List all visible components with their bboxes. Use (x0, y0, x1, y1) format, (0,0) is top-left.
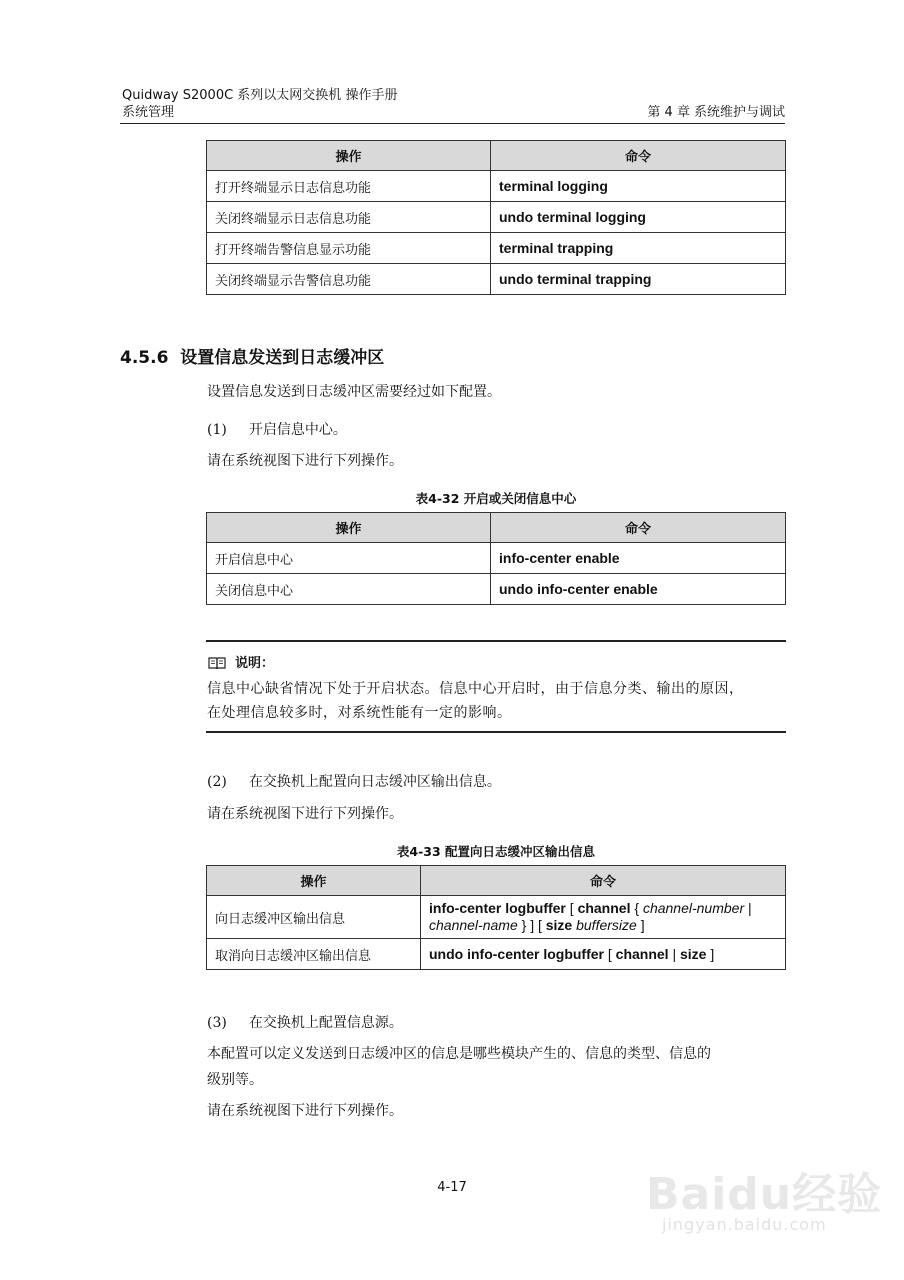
note-line-2: 在处理信息较多时，对系统性能有一定的影响。 (207, 705, 512, 721)
step-3-desc-line-1: 本配置可以定义发送到日志缓冲区的信息是哪些模块产生的、信息的类型、信息的 (207, 1046, 711, 1062)
command-cell: info-center enable (491, 543, 786, 574)
step-text: 在交换机上配置信息源。 (248, 1015, 403, 1031)
info-center-table (206, 512, 786, 605)
operation-cell: 关闭终端显示日志信息功能 (207, 202, 491, 233)
baidu-watermark: Baidu经验 (646, 1169, 883, 1220)
step-number: (3) (207, 1015, 227, 1031)
operation-cell: 向日志缓冲区输出信息 (207, 896, 421, 939)
col-header-command: 命令 (491, 513, 786, 543)
step-3-instruction: 请在系统视图下进行下列操作。 (207, 1103, 403, 1119)
col-header-operation: 操作 (207, 141, 491, 171)
operation-cell: 关闭终端显示告警信息功能 (207, 264, 491, 295)
section-heading (120, 343, 384, 368)
baidu-watermark-url: jingyan.baidu.com (662, 1215, 827, 1234)
step-text: 在交换机上配置向日志缓冲区输出信息。 (248, 774, 501, 790)
chapter-label: 第 4 章 系统维护与调试 (647, 105, 785, 120)
section-label: 系统管理 (122, 105, 175, 120)
col-header-command: 命令 (491, 141, 786, 171)
step-text: 开启信息中心。 (248, 422, 347, 438)
table-row (207, 171, 786, 202)
step-3-desc-line-2: 级别等。 (207, 1072, 263, 1088)
table-header-row (207, 866, 786, 896)
book-icon (208, 655, 226, 669)
command-cell: info-center logbuffer [ channel { channel-number | channel-name } ] [ size buffersize ] (421, 896, 786, 939)
note-heading (208, 652, 274, 671)
table-caption: 表4-32 开启或关闭信息中心 (415, 491, 577, 506)
operation-cell: 关闭信息中心 (207, 574, 491, 605)
note-bottom-rule (206, 731, 786, 733)
table-header-row (207, 141, 786, 171)
command-cell: terminal trapping (491, 233, 786, 264)
note-line-1: 信息中心缺省情况下处于开启状态。信息中心开启时，由于信息分类、输出的原因， (207, 681, 744, 697)
table-row (207, 202, 786, 233)
step-3 (207, 1010, 403, 1036)
command-cell: undo info-center enable (491, 574, 786, 605)
header-rule (120, 123, 785, 124)
operation-cell: 开启信息中心 (207, 543, 491, 574)
section-number: 4.5.6 (120, 348, 169, 368)
step-number: (1) (207, 422, 227, 438)
manual-title: Quidway S2000C 系列以太网交换机 操作手册 (122, 88, 398, 103)
operation-cell: 取消向日志缓冲区输出信息 (207, 939, 421, 970)
step-1-instruction: 请在系统视图下进行下列操作。 (207, 453, 403, 469)
col-header-operation: 操作 (207, 866, 421, 896)
table-row (207, 543, 786, 574)
table-row (207, 896, 786, 939)
table-row (207, 233, 786, 264)
command-cell: undo info-center logbuffer [ channel | size ] (421, 939, 786, 970)
table-row (207, 264, 786, 295)
step-1 (207, 417, 347, 443)
step-number: (2) (207, 774, 227, 790)
section-title: 设置信息发送到日志缓冲区 (180, 348, 385, 368)
command-cell: undo terminal logging (491, 202, 786, 233)
table-header-row (207, 513, 786, 543)
terminal-logging-table (206, 140, 786, 295)
table-caption: 表4-33 配置向日志缓冲区输出信息 (396, 844, 596, 859)
table-row (207, 574, 786, 605)
command-cell: terminal logging (491, 171, 786, 202)
operation-cell: 打开终端告警信息显示功能 (207, 233, 491, 264)
col-header-command: 命令 (421, 866, 786, 896)
note-top-rule (206, 640, 786, 642)
table-row (207, 939, 786, 970)
operation-cell: 打开终端显示日志信息功能 (207, 171, 491, 202)
note-title: 说明： (235, 656, 275, 671)
step-2-instruction: 请在系统视图下进行下列操作。 (207, 806, 403, 822)
logbuffer-table (206, 865, 786, 970)
page-number: 4-17 (437, 1180, 467, 1195)
step-2 (207, 769, 501, 795)
section-intro: 设置信息发送到日志缓冲区需要经过如下配置。 (207, 384, 501, 400)
col-header-operation: 操作 (207, 513, 491, 543)
command-cell: undo terminal trapping (491, 264, 786, 295)
